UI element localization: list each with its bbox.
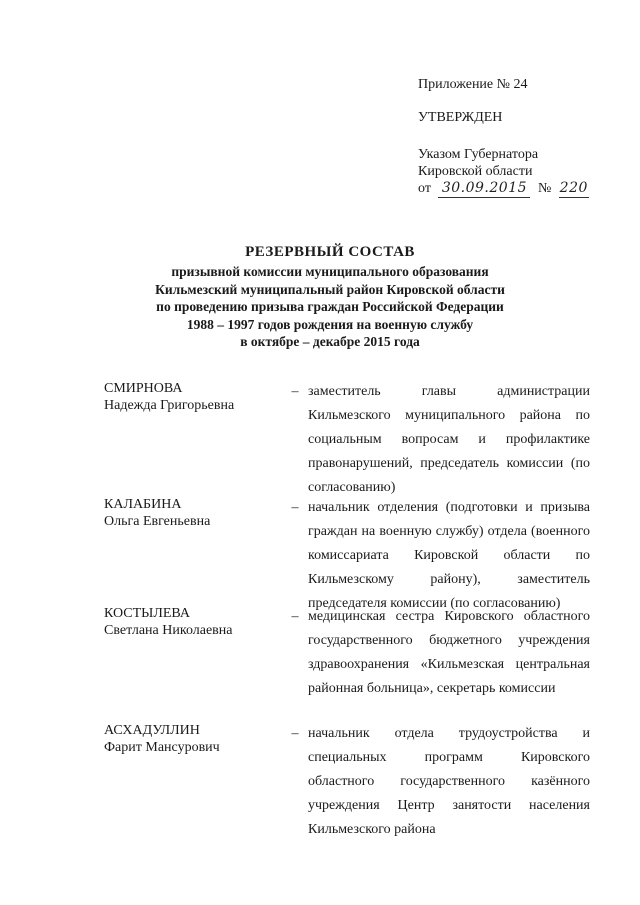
member-position: начальник отделения (подготовки и призыва граждан на военную службу) отдела (военного комиссариата Кировской области по Кильмезскому району), заместитель председателя комиссии (по согласованию)	[308, 500, 590, 611]
member-position: медицинская сестра Кировского областного государственного бюджетного учреждения здравоохранения «Кильмезская центральная районная больница», секретарь комиссии	[308, 609, 590, 696]
title-line: призывной комиссии муниципального образования	[171, 264, 489, 279]
number-prefix: №	[537, 181, 552, 196]
member-name	[104, 496, 284, 530]
member-position: начальник отдела трудоустройства и специальных программ Кировского областного государственного казённого учреждения Центр занятости населения Кильмезского района	[308, 726, 590, 837]
member-surname: АСХАДУЛЛИН	[104, 723, 200, 738]
handwritten-date: 30.09.2015	[438, 180, 530, 198]
dash: –	[291, 500, 299, 515]
title-main: РЕЗЕРВНЫЙ СОСТАВ	[245, 244, 415, 260]
decree-line-2: Кировской области	[418, 164, 533, 179]
member-given-names: Фарит Мансурович	[104, 740, 220, 755]
member-surname: СМИРНОВА	[104, 381, 183, 396]
dash: –	[291, 726, 299, 741]
dash: –	[291, 384, 299, 399]
handwritten-number: 220	[559, 180, 588, 196]
member-surname: КАЛАБИНА	[104, 497, 182, 512]
member-given-names: Ольга Евгеньевна	[104, 514, 211, 529]
title-line: Кильмезский муниципальный район Кировской области	[155, 281, 505, 297]
appendix-label: Приложение № 24	[418, 77, 528, 92]
member-position: заместитель главы администрации Кильмезского муниципального района по социальным вопросам и профилактике правонарушений, председатель комиссии (по согласованию)	[308, 384, 590, 495]
date-prefix: от	[418, 181, 431, 196]
title-line: 1988 – 1997 годов рождения на военную службу	[186, 316, 474, 332]
title-line: по проведению призыва граждан Российской Федерации	[156, 299, 504, 314]
decree-date-line	[418, 180, 618, 198]
member-surname: КОСТЫЛЕВА	[104, 606, 190, 621]
approved-label: УТВЕРЖДЕН	[418, 110, 503, 125]
document-title	[80, 244, 580, 351]
dash: –	[291, 609, 299, 624]
title-line: в октябре – декабре 2015 года	[240, 334, 420, 349]
decree-line-1: Указом Губернатора	[418, 147, 539, 162]
member-name	[104, 605, 284, 639]
member-given-names: Светлана Николаевна	[104, 623, 233, 638]
member-name	[104, 722, 284, 756]
approval-block	[418, 76, 618, 198]
member-given-names: Надежда Григорьевна	[104, 398, 235, 413]
member-name	[104, 380, 284, 414]
